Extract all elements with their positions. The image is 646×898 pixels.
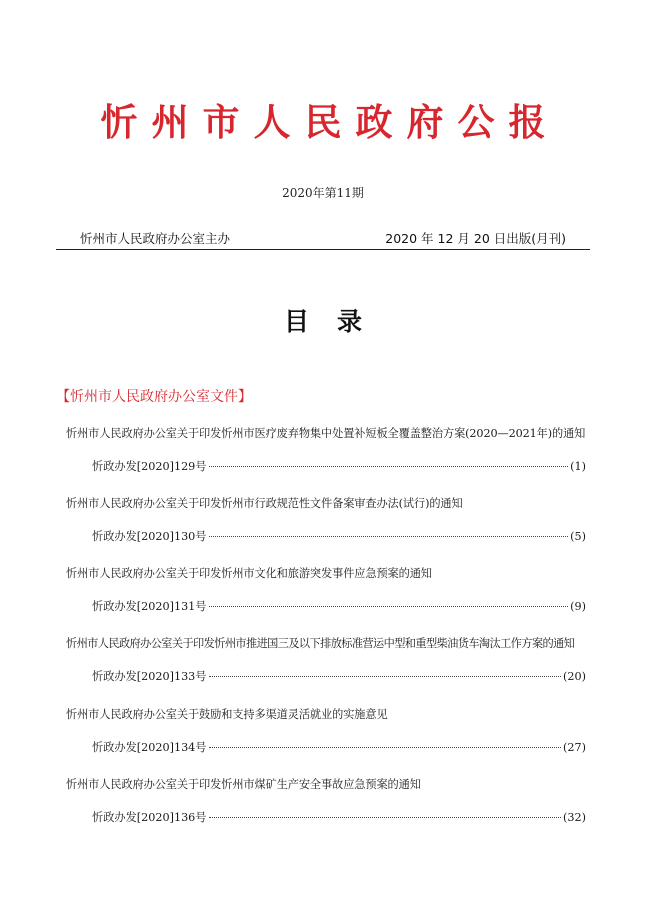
toc-leader-dots [209,747,562,748]
toc-entry-page[interactable]: (5) [570,530,586,543]
toc-entry-page[interactable]: (9) [570,600,586,613]
toc-section-heading: 【忻州市人民政府办公室文件】 [56,389,252,405]
toc-leader-dots [209,606,569,607]
toc-entry-title[interactable]: 忻州市人民政府办公室关于印发忻州市行政规范性文件备案审查办法(试行)的通知 [66,497,463,510]
toc-entry-reference [92,458,586,474]
toc-entry-title[interactable]: 忻州市人民政府办公室关于印发忻州市文化和旅游突发事件应急预案的通知 [66,567,432,580]
toc-entry-reference [92,809,586,825]
toc-entry-doc-number: 忻政办发[2020]133号 [92,670,207,683]
toc-entry-page[interactable]: (20) [563,670,586,683]
toc-entry-page[interactable]: (1) [570,460,586,473]
toc-entry-reference [92,668,586,684]
toc-entry-reference [92,598,586,614]
gazette-masthead: 忻州市人民政府公报 [100,100,560,144]
toc-entry-doc-number: 忻政办发[2020]134号 [92,741,207,754]
toc-leader-dots [209,817,562,818]
toc-entry-title[interactable]: 忻州市人民政府办公室关于印发忻州市医疗废弃物集中处置补短板全覆盖整治方案(2020—2021年)的通知 [66,427,586,440]
toc-entry-title[interactable]: 忻州市人民政府办公室关于印发忻州市煤矿生产安全事故应急预案的通知 [66,778,421,791]
issue-number: 2020年第11期 [282,186,364,200]
toc-entry-doc-number: 忻政办发[2020]129号 [92,460,207,473]
toc-title: 目录 [283,307,390,336]
toc-entry-title[interactable]: 忻州市人民政府办公室关于印发忻州市推进国三及以下排放标准营运中型和重型柴油货车淘汰工作方案的通知 [66,637,575,650]
toc-entry-reference [92,528,586,544]
header-divider [56,249,590,250]
toc-leader-dots [209,676,562,677]
toc-entry-doc-number: 忻政办发[2020]136号 [92,811,207,824]
toc-entry-title[interactable]: 忻州市人民政府办公室关于鼓励和支持多渠道灵活就业的实施意见 [66,708,388,721]
toc-entry-reference [92,739,586,755]
toc-leader-dots [209,536,569,537]
toc-entry-page[interactable]: (27) [563,741,586,754]
toc-entry-doc-number: 忻政办发[2020]130号 [92,530,207,543]
publication-header [58,229,588,249]
sponsor-text: 忻州市人民政府办公室主办 [80,231,231,246]
publication-date: 2020 年 12 月 20 日出版(月刊) [385,231,566,246]
toc-entry-page[interactable]: (32) [563,811,586,824]
toc-entry-doc-number: 忻政办发[2020]131号 [92,600,207,613]
toc-leader-dots [209,466,569,467]
